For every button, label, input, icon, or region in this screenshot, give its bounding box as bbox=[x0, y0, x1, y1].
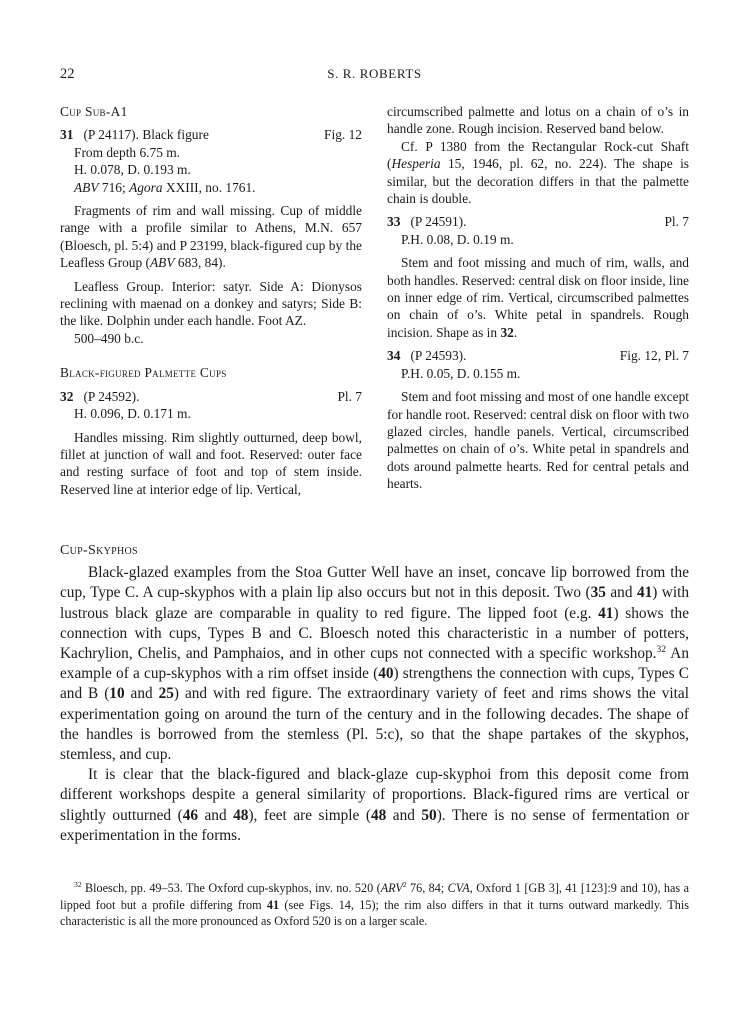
entry-32-plate-ref: Pl. 7 bbox=[337, 388, 362, 404]
entry-32-inventory: (P 24592). bbox=[83, 388, 140, 404]
cup-skyphos-paragraph-1: Black-glazed examples from the Stoa Gutter Well have an inset, concave lip borrowed from the cup, Type C. A cup-skyphos with a plain lip also occurs but not in this deposit. Two (35 and 41) with lustrous black glaze are comparable in quality to red figure. The lipped foot (e.g. 41) shows the connection with cups, Types B and C. Bloesch noted this characteristic in a number of potters, Kachrylion, Chelis, and Pamphaios, and in other cups not connected with a specific workshop.$^{32}$ An example of a cup-skyphos with a rim offset inside (40) strengthens the connection with cups, Types C and B (10 and 25) and with red figure. The extraordinary variety of feet and rims shows the vital experimentation going on around the turn of the century and in the following decades. The shape of the handles is borrowed from the stemless (Pl. 5:c), so that the shape partakes of the skyphos, stemless, and cup. bbox=[60, 564, 689, 764]
running-head: S. R. ROBERTS bbox=[327, 66, 422, 81]
entry-34-figure-ref: Fig. 12, Pl. 7 bbox=[619, 348, 689, 364]
section-heading-cup-skyphos: Cup-Skyphos bbox=[60, 543, 138, 558]
entry-number-32: 32 bbox=[60, 388, 74, 404]
entry-31-dimensions: H. 0.078, D. 0.193 m. bbox=[74, 162, 191, 178]
entry-31-references: ABV 716; Agora XXIII, no. 1761. bbox=[74, 179, 256, 195]
entry-number-33: 33 bbox=[387, 214, 401, 230]
entry-31-depth: From depth 6.75 m. bbox=[74, 144, 181, 160]
catalogue-entry-34-header bbox=[387, 347, 689, 364]
page-number: 22 bbox=[60, 66, 75, 82]
entry-34-dimensions: P.H. 0.05, D. 0.155 m. bbox=[401, 365, 521, 381]
footnote-32: $^{32}$ Bloesch, pp. 49–53. The Oxford cup-skyphos, inv. no. 520 (ARV$^2$ 76, 84; CVA, Oxford 1 [GB 3], 41 [123]:9 and 10), has a lipped foot but a profile differing from 41 (see Figs. 14, 15); the rim also differs in that it turns outward markedly. This characteristic is all the more pronounced as Oxford 520 is on a larger scale. bbox=[60, 879, 689, 929]
entry-33-description: Stem and foot missing and much of rim, walls, and both handles. Reserved: central disk on floor inside, line on inner edge of rim. Vertical, circumscribed palmettes on chain of o’s. White petal in spandrels. Rough incision. Shape as in 32. bbox=[387, 255, 689, 340]
entry-number-31: 31 bbox=[60, 127, 74, 143]
entry-31-date: 500–490 b.c. bbox=[74, 330, 144, 346]
cup-skyphos-section bbox=[60, 541, 689, 846]
entry-32-dimensions: H. 0.096, D. 0.171 m. bbox=[74, 406, 191, 422]
entry-34-description: Stem and foot missing and most of one handle except for handle root. Reserved: central disk on floor with two glazed circles, handle panels. Vertical, circumscribed palmettes on chain of o’s. White petal in spandrels and dots around palmette hearts. Red for central petals and hearts. bbox=[387, 389, 689, 492]
section-heading-palmette-cups: Black-figured Palmette Cups bbox=[60, 365, 227, 381]
footnote-number: 32 bbox=[74, 879, 82, 889]
entry-31-inventory: (P 24117). Black figure bbox=[83, 127, 209, 143]
entry-number-34: 34 bbox=[387, 348, 401, 364]
section-heading-cup-sub-a1: Cup Sub-A1 bbox=[60, 104, 128, 119]
catalogue-entry-33-header bbox=[387, 213, 689, 230]
catalogue-entry-31-header bbox=[60, 126, 362, 143]
cup-skyphos-paragraph-2: It is clear that the black-figured and black-glaze cup-skyphoi from this deposit come from different workshops despite a general similarity of proportions. Black-figured rims are vertical or slightly outturned (46 and 48), feet are simple (48 and 50). There is no sense of fermentation or experimentation in the forms. bbox=[60, 766, 689, 844]
catalogue-entry-32-header bbox=[60, 388, 362, 405]
entry-32-comparison: Cf. P 1380 from the Rectangular Rock-cut Shaft (Hesperia 15, 1946, pl. 62, no. 224). The shape is similar, but the decoration differs in that the palmette chain is double. bbox=[387, 138, 689, 207]
entry-32-description-continued: circumscribed palmette and lotus on a chain of o’s in handle zone. Rough incision. Reserved band below. bbox=[387, 104, 689, 137]
right-column bbox=[387, 103, 689, 493]
entry-31-figure-ref: Fig. 12 bbox=[324, 127, 362, 143]
entry-33-plate-ref: Pl. 7 bbox=[664, 214, 689, 230]
entry-32-description: Handles missing. Rim slightly outturned, deep bowl, fillet at junction of wall and foot. Reserved: outer face and resting surface of foot and top of stem inside. Reserved line at interior edge of lip. Vertical, bbox=[60, 429, 362, 497]
entry-34-inventory: (P 24593). bbox=[410, 348, 467, 364]
left-column bbox=[60, 103, 362, 498]
footnote-marker-32: 32 bbox=[656, 644, 666, 655]
entry-33-dimensions: P.H. 0.08, D. 0.19 m. bbox=[401, 231, 514, 247]
entry-33-inventory: (P 24591). bbox=[410, 214, 467, 230]
entry-31-description: Fragments of rim and wall missing. Cup of middle range with a profile similar to Athens, M.N. 657 (Bloesch, pl. 5:4) and P 23199, black-figured cup by the Leafless Group (ABV 683, 84). bbox=[60, 203, 362, 271]
entry-31-decoration: Leafless Group. Interior: satyr. Side A: Dionysos reclining with maenad on a donkey and satyrs; Side B: the like. Dolphin under each handle. Foot AZ. bbox=[60, 278, 362, 329]
